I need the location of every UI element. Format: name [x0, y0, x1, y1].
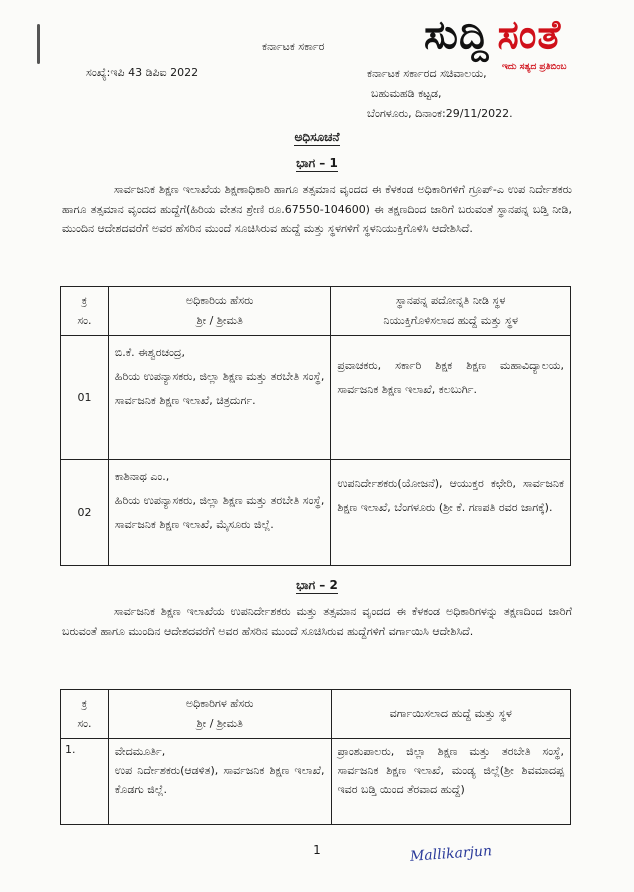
part-2-table	[60, 689, 571, 825]
table-header-row	[61, 287, 571, 336]
row-officer	[108, 739, 331, 825]
officer-name: ಬಿ.ಕೆ. ಈಶ್ವರಚಂದ್ರ,	[114, 346, 186, 359]
table-header-row	[61, 690, 571, 739]
row-officer	[108, 460, 330, 566]
officer-name: ಕಾಶಿನಾಥ ಎಂ.,	[114, 470, 170, 483]
address-line: ಕರ್ನಾಟಕ ಸರ್ಕಾರದ ಸಚಿವಾಲಯ,	[367, 67, 487, 80]
col-name-header: ಅಧಿಕಾರಿಯ ಹೆಸರು ಶ್ರೀ / ಶ್ರೀಮತಿ	[108, 287, 330, 336]
part-2-paragraph: ಸಾರ್ವಜನಿಕ ಶಿಕ್ಷಣ ಇಲಾಖೆಯ ಉಪನಿರ್ದೇಶಕರು ಮತ್ತು ತತ್ಸಮಾನ ವೃಂದದ ಈ ಕೆಳಕಂಡ ಅಧಿಕಾರಿಗಳನ್ನು ತಕ್ಷಣದಿಂದ ಜಾರಿಗೆ ಬರುವಂತೆ ಹಾಗೂ ಮುಂದಿನ ಆದೇಶದವರೆಗೆ ಅವರ ಹೆಸರಿನ ಮುಂದೆ ಸೂಚಿಸಿರುವ ಹುದ್ದೆಗಳಿಗೆ ವರ್ಗಾಯಿಸಿ ಆದೇಶಿಸಿದೆ.	[62, 605, 572, 638]
officer-designation: ಹಿರಿಯ ಉಪನ್ಯಾಸಕರು, ಜಿಲ್ಲಾ ಶಿಕ್ಷಣ ಮತ್ತು ತರಬೇತಿ ಸಂಸ್ಥೆ, ಸಾರ್ವಜನಿಕ ಶಿಕ್ಷಣ ಇಲಾಖೆ, ಚಿತ್ರದುರ್ಗ.	[114, 370, 325, 407]
col-posting-header: ಸ್ಥಾನಪನ್ನ ಪದೋನ್ನತಿ ನೀಡಿ ಸ್ಥಳ ನಿಯುಕ್ತಿಗೊಳಿಸಲಾದ ಹುದ್ದೆ ಮತ್ತು ಸ್ಥಳ	[331, 287, 571, 336]
part-1-table	[60, 286, 571, 566]
address-line-date: ಬೆಂಗಳೂರು, ದಿನಾಂಕ:29/11/2022.	[367, 107, 513, 120]
table-row	[61, 460, 571, 566]
government-heading: ಕರ್ನಾಟಕ ಸರ್ಕಾರ	[262, 40, 325, 53]
signature: Mallikarjun	[409, 843, 493, 865]
row-sno: 01	[61, 336, 109, 460]
table-row	[61, 739, 571, 825]
part-1-title: ಭಾಗ – 1	[296, 156, 338, 170]
table-row	[61, 336, 571, 460]
logo-tagline: ಇದು ಸತ್ಯದ ಪ್ರತಿಬಿಂಬ	[502, 62, 567, 72]
margin-mark	[37, 24, 40, 64]
col-sno-header: ಕ್ರ ಸಂ.	[61, 690, 109, 739]
col-name-header: ಅಧಿಕಾರಿಗಳ ಹೆಸರು ಶ್ರೀ / ಶ್ರೀಮತಿ	[108, 690, 331, 739]
page-number: 1	[313, 843, 321, 857]
officer-designation: ಹಿರಿಯ ಉಪನ್ಯಾಸಕರು, ಜಿಲ್ಲಾ ಶಿಕ್ಷಣ ಮತ್ತು ತರಬೇತಿ ಸಂಸ್ಥೆ, ಸಾರ್ವಜನಿಕ ಶಿಕ್ಷಣ ಇಲಾಖೆ, ಮೈಸೂರು ಜಿಲ್ಲೆ.	[114, 494, 325, 531]
row-sno: 1.	[61, 739, 109, 825]
logo-word-2: ಸಂತೆ	[497, 12, 562, 58]
row-posting: ಪ್ರವಾಚಕರು, ಸರ್ಕಾರಿ ಶಿಕ್ಷಕ ಶಿಕ್ಷಣ ಮಹಾವಿದ್ಯಾಲಯ, ಸಾರ್ವಜನಿಕ ಶಿಕ್ಷಣ ಇಲಾಖೆ, ಕಲಬುರ್ಗಿ.	[331, 336, 571, 460]
part-2-title: ಭಾಗ – 2	[296, 578, 338, 592]
part-1-paragraph: ಸಾರ್ವಜನಿಕ ಶಿಕ್ಷಣ ಇಲಾಖೆಯ ಶಿಕ್ಷಣಾಧಿಕಾರಿ ಹಾಗೂ ತತ್ಸಮಾನ ವೃಂದದ ಈ ಕೆಳಕಂಡ ಅಧಿಕಾರಿಗಳಿಗೆ ಗ್ರೂಪ್-ಎ ಉಪ ನಿರ್ದೇಶಕರು ಹಾಗೂ ತತ್ಸಮಾನ ವೃಂದದ ಹುದ್ದೆಗೆ(ಹಿರಿಯ ವೇತನ ಶ್ರೇಣಿ ರೂ.67550-104600) ಈ ತಕ್ಷಣದಿಂದ ಜಾರಿಗೆ ಬರುವಂತೆ ಸ್ಥಾನಪನ್ನ ಬಡ್ತಿ ನೀಡಿ, ಮುಂದಿನ ಆದೇಶದವರೆಗೆ ಅವರ ಹೆಸರಿನ ಮುಂದೆ ಸೂಚಿಸಿರುವ ಹುದ್ದೆ ಮತ್ತು ಸ್ಥಳಗಳಿಗೆ ಸ್ಥಳನಿಯುಕ್ತಿಗೊಳಿಸಿ ಆದೇಶಿಸಿದೆ.	[62, 183, 572, 235]
address-line: ಬಹುಮಹಡಿ ಕಟ್ಟಡ,	[371, 87, 442, 100]
reference-number: ಸಂಖ್ಯೆ:ಇಪಿ 43 ಡಿಪಿಐ 2022	[86, 66, 199, 79]
row-posting: ಉಪನಿರ್ದೇಶಕರು(ಯೋಜನೆ), ಆಯುಕ್ತರ ಕಛೇರಿ, ಸಾರ್ವಜನಿಕ ಶಿಕ್ಷಣ ಇಲಾಖೆ, ಬೆಂಗಳೂರು (ಶ್ರೀ ಕೆ. ಗಣಪತಿ ರವರ ಜಾಗಕ್ಕೆ).	[331, 460, 571, 566]
office-address	[367, 64, 513, 124]
officer-name: ವೇದಮೂರ್ತಿ,	[114, 745, 166, 758]
row-posting: ಪ್ರಾಂಶುಪಾಲರು, ಜಿಲ್ಲಾ ಶಿಕ್ಷಣ ಮತ್ತು ತರಬೇತಿ ಸಂಸ್ಥೆ, ಸಾರ್ವಜನಿಕ ಶಿಕ್ಷಣ ಇಲಾಖೆ, ಮಂಡ್ಯ ಜಿಲ್ಲೆ(ಶ್ರೀ ಶಿವಮಾದಪ್ಪ ಇವರ ಬಡ್ತಿ ಯಿಂದ ತೆರವಾದ ಹುದ್ದೆ)	[331, 739, 570, 825]
col-sno-header: ಕ್ರ ಸಂ.	[61, 287, 109, 336]
logo-word-1: ಸುದ್ದಿ	[424, 12, 490, 58]
row-sno: 02	[61, 460, 109, 566]
col-posting-header: ವರ್ಗಾಯಿಸಲಾದ ಹುದ್ದೆ ಮತ್ತು ಸ್ಥಳ	[331, 690, 570, 739]
logo-wordmark	[424, 12, 561, 58]
officer-designation: ಉಪ ನಿರ್ದೇಶಕರು(ಆಡಳಿತ), ಸಾರ್ವಜನಿಕ ಶಿಕ್ಷಣ ಇಲಾಖೆ, ಕೊಡಗು ಜಿಲ್ಲೆ.	[114, 764, 325, 796]
row-officer	[108, 336, 330, 460]
notification-title: ಅಧಿಸೂಚನೆ	[294, 130, 340, 144]
